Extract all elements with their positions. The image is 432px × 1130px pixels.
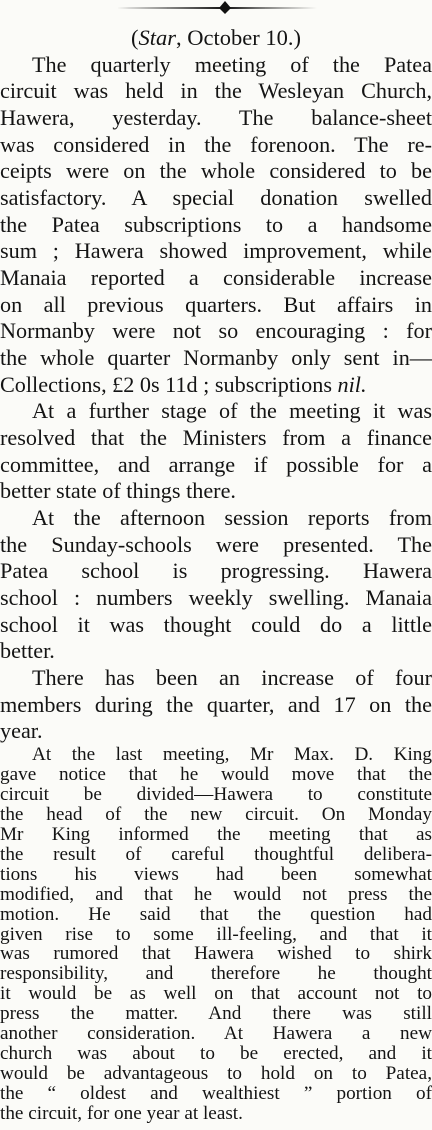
text-line: There has been an increase of four [32, 665, 432, 690]
text-line: Normanby were not so encouraging : for [0, 318, 432, 343]
text-line: At the last meeting, Mr Max. D. King [32, 744, 432, 765]
text-line [0, 372, 432, 399]
text-line: resolved that the Ministers from a finance [0, 425, 432, 450]
text-line: would be advantageous to hold on to Patea, [0, 1063, 432, 1085]
article-dateline [0, 26, 432, 50]
dateline-open-paren: ( [131, 25, 139, 50]
text-line: the Sunday-schools were presented. The [0, 532, 432, 557]
text-line: press the matter. And there was still [0, 1003, 432, 1025]
italic-word: nil. [337, 372, 367, 397]
dateline-date: , October 10.) [176, 25, 301, 50]
text-line: the result of careful thoughtful delibera- [0, 843, 432, 865]
text-line-start: Collections, £2 0s 11d ; subscriptions [0, 372, 338, 397]
text-line: better. [0, 638, 55, 663]
text-line: year. [0, 718, 43, 743]
text-line: better state of things there. [0, 478, 236, 503]
text-line: Hawera, yesterday. The balance-sheet [0, 105, 432, 130]
newspaper-name: Star [138, 25, 177, 50]
text-line: school : numbers weekly swelling. Manaia [0, 585, 432, 610]
text-line: another consideration. At Hawera a new [0, 1023, 432, 1045]
text-line: on all previous quarters. But affairs in [0, 292, 432, 317]
text-line: motion. He said that the question had [0, 903, 432, 925]
text-line: members during the quarter, and 17 on the [0, 692, 432, 717]
text-line: church was about to be erected, and it [0, 1043, 432, 1065]
text-line: committee, and arrange if possible for a [0, 452, 432, 477]
text-line: given rise to some ill-feeling, and that it [0, 923, 432, 945]
text-line: the circuit, for one year at least. [0, 1103, 243, 1124]
text-line: At the afternoon session reports from [32, 505, 432, 530]
text-line: Patea school is progressing. Hawera [0, 558, 432, 583]
text-line: the “ oldest and wealthiest ” portion of [0, 1083, 432, 1105]
text-line: circuit be divided—Hawera to constitute [0, 783, 432, 805]
text-line: school it was thought could do a little [0, 612, 432, 637]
text-line: Manaia reported a considerable increase [0, 265, 432, 290]
text-line: the whole quarter Normanby only sent in— [0, 345, 432, 370]
text-line: gave notice that he would move that the [0, 763, 432, 785]
text-line: the Patea subscriptions to a handsome [0, 212, 432, 237]
text-line: it would be as well on that account not to [0, 983, 432, 1005]
text-line: tions his views had been somewhat [0, 863, 432, 885]
text-line: At a further stage of the meeting it was [32, 398, 432, 423]
text-line: responsibility, and therefore he thought [0, 963, 432, 985]
text-line: ceipts were on the whole considered to be [0, 158, 432, 183]
text-line: satisfactory. A special donation swelled [0, 185, 432, 210]
text-line: was rumored that Hawera wished to shirk [0, 943, 432, 965]
text-line: sum ; Hawera showed improvement, while [0, 238, 432, 263]
text-line: modified, and that he would not press the [0, 883, 432, 905]
text-line: circuit was held in the Wesleyan Church, [0, 78, 432, 103]
text-line: The quarterly meeting of the Patea [32, 52, 432, 77]
text-line: the head of the new circuit. On Monday [0, 803, 432, 825]
text-line: was considered in the forenoon. The re- [0, 132, 432, 157]
section-divider-ornament [117, 0, 317, 14]
text-line: Mr King informed the meeting that as [0, 823, 432, 845]
